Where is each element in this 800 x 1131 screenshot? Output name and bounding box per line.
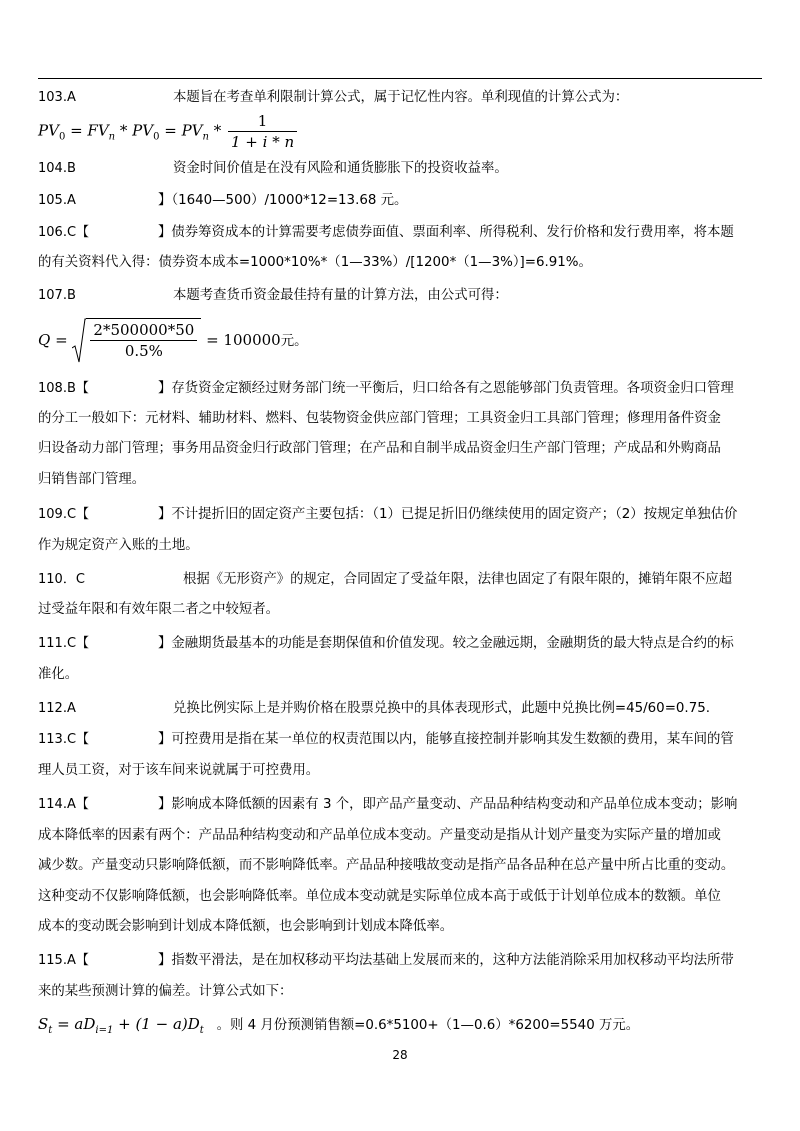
answer-number: 107.B <box>38 288 76 303</box>
formula-optimal-cash: Q = $\frac{2*500000*50}{0.5\%}$ = 100000元。 <box>38 318 307 364</box>
answer-text: 】不计提折旧的固定资产主要包括：（1）已提足折旧仍继续使用的固定资产；（2）按规定单独估价 <box>158 507 738 522</box>
answer-115 <box>38 952 762 970</box>
fraction: $\frac{1}{1 + i * n}$ <box>228 112 297 151</box>
answer-104 <box>38 160 762 178</box>
answer-text: 】债券筹资成本的计算需要考虑债券面值、票面利率、所得税利、发行价格和发行费用率，将本题 <box>158 225 734 240</box>
answer-text: 兑换比例实际上是并购价格在股票兑换中的具体表现形式，此题中兑换比例=45/60=0.75. <box>173 701 710 716</box>
answer-text: 资金时间价值是在没有风险和通货膨胀下的投资收益率。 <box>173 161 508 176</box>
answer-number: 113.C【 <box>38 732 90 747</box>
answer-111 <box>38 635 762 653</box>
answer-111-cont: 准化。 <box>38 667 79 682</box>
answer-text: 】影响成本降低额的因素有 3 个，即产品产量变动、产品品种结构变动和产品单位成本变动；影响 <box>158 797 738 812</box>
answer-115-cont: 来的某些预测计算的偏差。计算公式如下： <box>38 984 293 999</box>
radical-sign <box>72 318 86 364</box>
answer-text: 】指数平滑法，是在加权移动平均法基础上发展而来的，这种方法能消除采用加权移动平均法所带 <box>158 953 734 968</box>
answer-text: 】可控费用是指在某一单位的权责范围以内，能够直接控制并影响其发生数额的费用，某车间的管 <box>158 732 734 747</box>
answer-113 <box>38 731 762 749</box>
answer-103 <box>38 89 762 107</box>
answer-114-cont: 减少数。产量变动只影响降低额，而不影响降低率。产品品种接哦故变动是指产品各品种在总产量中所占比重的变动。 <box>38 858 735 873</box>
header-rule <box>38 78 762 79</box>
answer-number: 106.C【 <box>38 225 90 240</box>
answer-text: 本题旨在考查单利限制计算公式，属于记忆性内容。单利现值的计算公式为： <box>173 90 629 105</box>
answer-108-cont: 的分工一般如下：元材料、辅助材料、燃料、包装物资金供应部门管理；工具资金归工具部门管理；修理用备件资金 <box>38 411 721 426</box>
answer-110 <box>38 571 762 589</box>
answer-number: 111.C【 <box>38 636 90 651</box>
answer-number: 114.A【 <box>38 797 89 812</box>
answer-114 <box>38 796 762 814</box>
answer-108-cont: 归销售部门管理。 <box>38 472 146 487</box>
formula-result-text: 。则 4 月份预测销售额=0.6*5100+（1—0.6）*6200=5540 万元。 <box>216 1018 640 1033</box>
answer-114-cont: 成本降低率的因素有两个：产品品种结构变动和产品单位成本变动。产量变动是指从计划产量变为实际产量的增加或 <box>38 828 721 843</box>
answer-105 <box>38 192 762 210</box>
answer-number: 110．C <box>38 572 85 587</box>
answer-106-cont: 的有关资料代入得：债券资本成本=1000*10%*（1—33%）/[1200*（1—3%）]=6.91%。 <box>38 255 592 270</box>
answer-number: 108.B【 <box>38 381 89 396</box>
answer-number: 112.A <box>38 701 76 716</box>
answer-text: 】（1640—500）/1000*12=13.68 元。 <box>158 193 408 208</box>
answer-number: 103.A <box>38 90 76 105</box>
fraction: $\frac{2*500000*50}{0.5\%}$ <box>90 321 197 360</box>
answer-number: 105.A <box>38 193 76 208</box>
page-number: 28 <box>392 1048 408 1062</box>
answer-number: 109.C【 <box>38 507 90 522</box>
answer-text: 】金融期货最基本的功能是套期保值和价值发现。较之金融远期，金融期货的最大特点是合约的标 <box>158 636 734 651</box>
answer-110-cont: 过受益年限和有效年限二者之中较短者。 <box>38 602 280 617</box>
answer-number: 104.B <box>38 161 76 176</box>
answer-112 <box>38 700 762 718</box>
square-root <box>72 318 201 364</box>
answer-114-cont: 这种变动不仅影响降低额，也会影响降低率。单位成本变动就是实际单位成本高于或低于计划单位成本的数额。单位 <box>38 889 721 904</box>
answer-text: 根据《无形资产》的规定，合同固定了受益年限，法律也固定了有限年限的，摊销年限不应超 <box>183 572 733 587</box>
answer-106 <box>38 224 762 242</box>
answer-107 <box>38 287 762 305</box>
answer-number: 115.A【 <box>38 953 89 968</box>
answer-114-cont: 成本的变动既会影响到计划成本降低额，也会影响到计划成本降低率。 <box>38 919 454 934</box>
answer-109-cont: 作为规定资产入账的土地。 <box>38 538 199 553</box>
answer-109 <box>38 506 762 524</box>
answer-text: 本题考查货币资金最佳持有量的计算方法，由公式可得： <box>173 288 508 303</box>
answer-108-cont: 归设备动力部门管理；事务用品资金归行政部门管理；在产品和自制半成品资金归生产部门管理；产成品和外购商品 <box>38 441 721 456</box>
answer-text: 】存货资金定额经过财务部门统一平衡后，归口给各有之恩能够部门负责管理。各项资金归口管理 <box>158 381 734 396</box>
answer-113-cont: 理人员工资，对于该车间来说就属于可控费用。 <box>38 763 320 778</box>
answer-108 <box>38 380 762 398</box>
formula-simple-interest-pv: $PV_0 = FV_n * PV_0 = PV_n$ * $\frac{1}{1 + i * n}$ <box>38 112 299 151</box>
formula-exponential-smoothing: $S_t = aD_{i=1} + (1 - a)D_t$ 。则 4 月份预测销售额=0.6*5100+（1—0.6）*6200=5540 万元。 <box>38 1015 640 1036</box>
